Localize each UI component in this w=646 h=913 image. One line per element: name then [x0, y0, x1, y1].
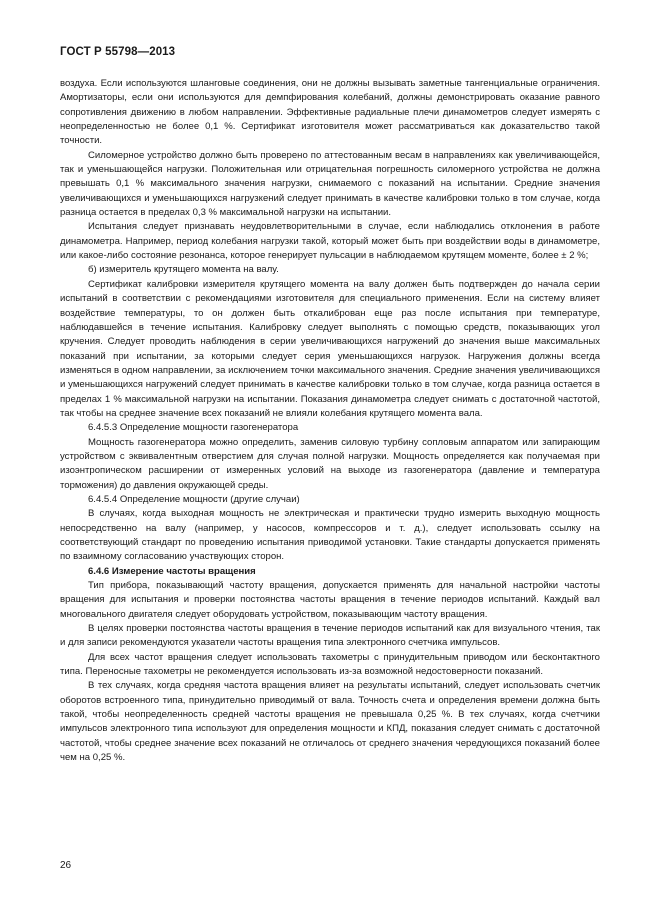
paragraph-air-connections: воздуха. Если используются шланговые соединения, они не должны вызывать заметные тангенциальные ограничения. Амортизаторы, если они используются для демпфирования колебаний, должны демонстрировать оказание равного сопротивления движению в любом направлении. Эффективные радиальные плечи динамометров следует измерять с неопределенностью не более 0,1 %. Сертификат изготовителя может рассматриваться как доказательство такой точности.: [60, 78, 600, 147]
section-heading-6-4-5-3: 6.4.5.3 Определение мощности газогенератора: [88, 422, 299, 434]
section-heading-6-4-6: 6.4.6 Измерение частоты вращения: [88, 565, 256, 577]
paragraph-speed-constancy: В целях проверки постоянства частоты вращения в течение периодов испытаний как для визуального чтения, так и для записи рекомендуются указатели частоты вращения типа электронного счетчика импульсов.: [60, 623, 600, 649]
document-body: [60, 77, 600, 766]
paragraph-calibration-certificate: Сертификат калибровки измерителя крутящего момента на валу должен быть подтвержден до начала серии испытаний в соответствии с рекомендациями изготовителя для специального применения. Если на систему влияет воздействие температуры, то он должен быть откалиброван еще раз после испытания при температуре, наблюдавшейся в течение испытания. Калибровку следует выполнять с помощью средств, показывающих угол кручения. Следует проводить наблюдения в серии увеличивающихся нагружений до значения выше максимальных показаний при испытании, за которыми следует серия уменьшающихся нагрузок. Нагружения должны всегда изменяться в одном направлении, за исключением точки максимального значения. Средние значения увеличивающихся и уменьшающихся нагружений следует принимать в качестве калибровки только в том случае, когда разница остается в пределах 1 % максимальной нагрузки на испытании. Показания динамометра следует снимать с достаточной частотой, так чтобы на среднее значение всех показаний не влияли колебания крутящего момента вала.: [60, 278, 600, 419]
page-number: 26: [60, 860, 72, 871]
paragraph-unsatisfactory-tests: Испытания следует признавать неудовлетворительными в случае, если наблюдались отклонения в работе динамометра. Например, период колебания нагрузки такой, который может быть при воздействии воды в динамометре, или какое-либо состояние резонанса, которое генерирует пульсации в наблюдаемом крутящем моменте, более ± 2 %;: [60, 221, 600, 262]
list-item-torque-meter: б) измеритель крутящего момента на валу.: [88, 264, 279, 276]
standard-header: ГОСТ Р 55798—2013: [60, 46, 176, 58]
paragraph-tachometers: Для всех частот вращения следует использовать тахометры с принудительным приводом или бесконтактного типа. Переносные тахометры не рекомендуется использовать из-за возможной недостоверности показаний.: [60, 651, 600, 678]
section-heading-6-4-5-4: 6.4.5.4 Определение мощности (другие случаи): [88, 493, 300, 505]
paragraph-force-device: Силомерное устройство должно быть проверено по аттестованным весам в направлениях как увеличивающейся, так и уменьшающейся нагрузки. Положительная или отрицательная погрешность силомерного устройства не должна превышать 0,1 % максимального значения нагрузки, снимаемого с показаний на испытании. Средние значения увеличивающихся и уменьшающихся нагрузкений следует принимать в качестве калибровки только в том случае, когда разница остается в пределах 0,3 % максимальной нагрузки на испытании.: [60, 149, 600, 219]
paragraph-revolution-counter: В тех случаях, когда средняя частота вращения влияет на результаты испытаний, следует использовать счетчик оборотов встроенного типа, принудительно приводимый от вала. Точность счета и определения времени должна быть такой, чтобы неопределенность средней частоты вращения не превышала 0,25 %. В тех случаях, когда счетчики импульсов электронного типа используют для определения мощности и КПД, показания следует снимать с достаточной частотой, чтобы среднее значение всех показаний не отличалось от среднего значения чередующихся показаний более чем на 0,25 %.: [60, 680, 600, 764]
paragraph-other-cases: В случаях, когда выходная мощность не электрическая и практически трудно измерить выходную мощность непосредственно на валу (например, у насосов, компрессоров и т. д.), следует использовать ссылку на соответствующий стандарт по проведению испытания приводимой установки. Такие стандарты допускается применять по взаимному согласованию участвующих сторон.: [60, 508, 600, 563]
paragraph-speed-instrument: Тип прибора, показывающий частоту вращения, допускается применять для начальной настройки частоты вращения для испытания и проверки постоянства частоты вращения в течение периодов испытаний. Каждый вал многовального двигателя следует оборудовать устройством, показывающим частоту вращения.: [60, 580, 600, 620]
paragraph-gas-generator-power: Мощность газогенератора можно определить, заменив силовую турбину сопловым аппаратом или запирающим устройством с эквивалентным отверстием для случая полной нагрузки. Мощность определяется как получаемая при изоэнтропическом расширении от измеренных условий на выходе из газогенератора (давление и температура торможения) до давления окружающей среды.: [60, 436, 600, 491]
